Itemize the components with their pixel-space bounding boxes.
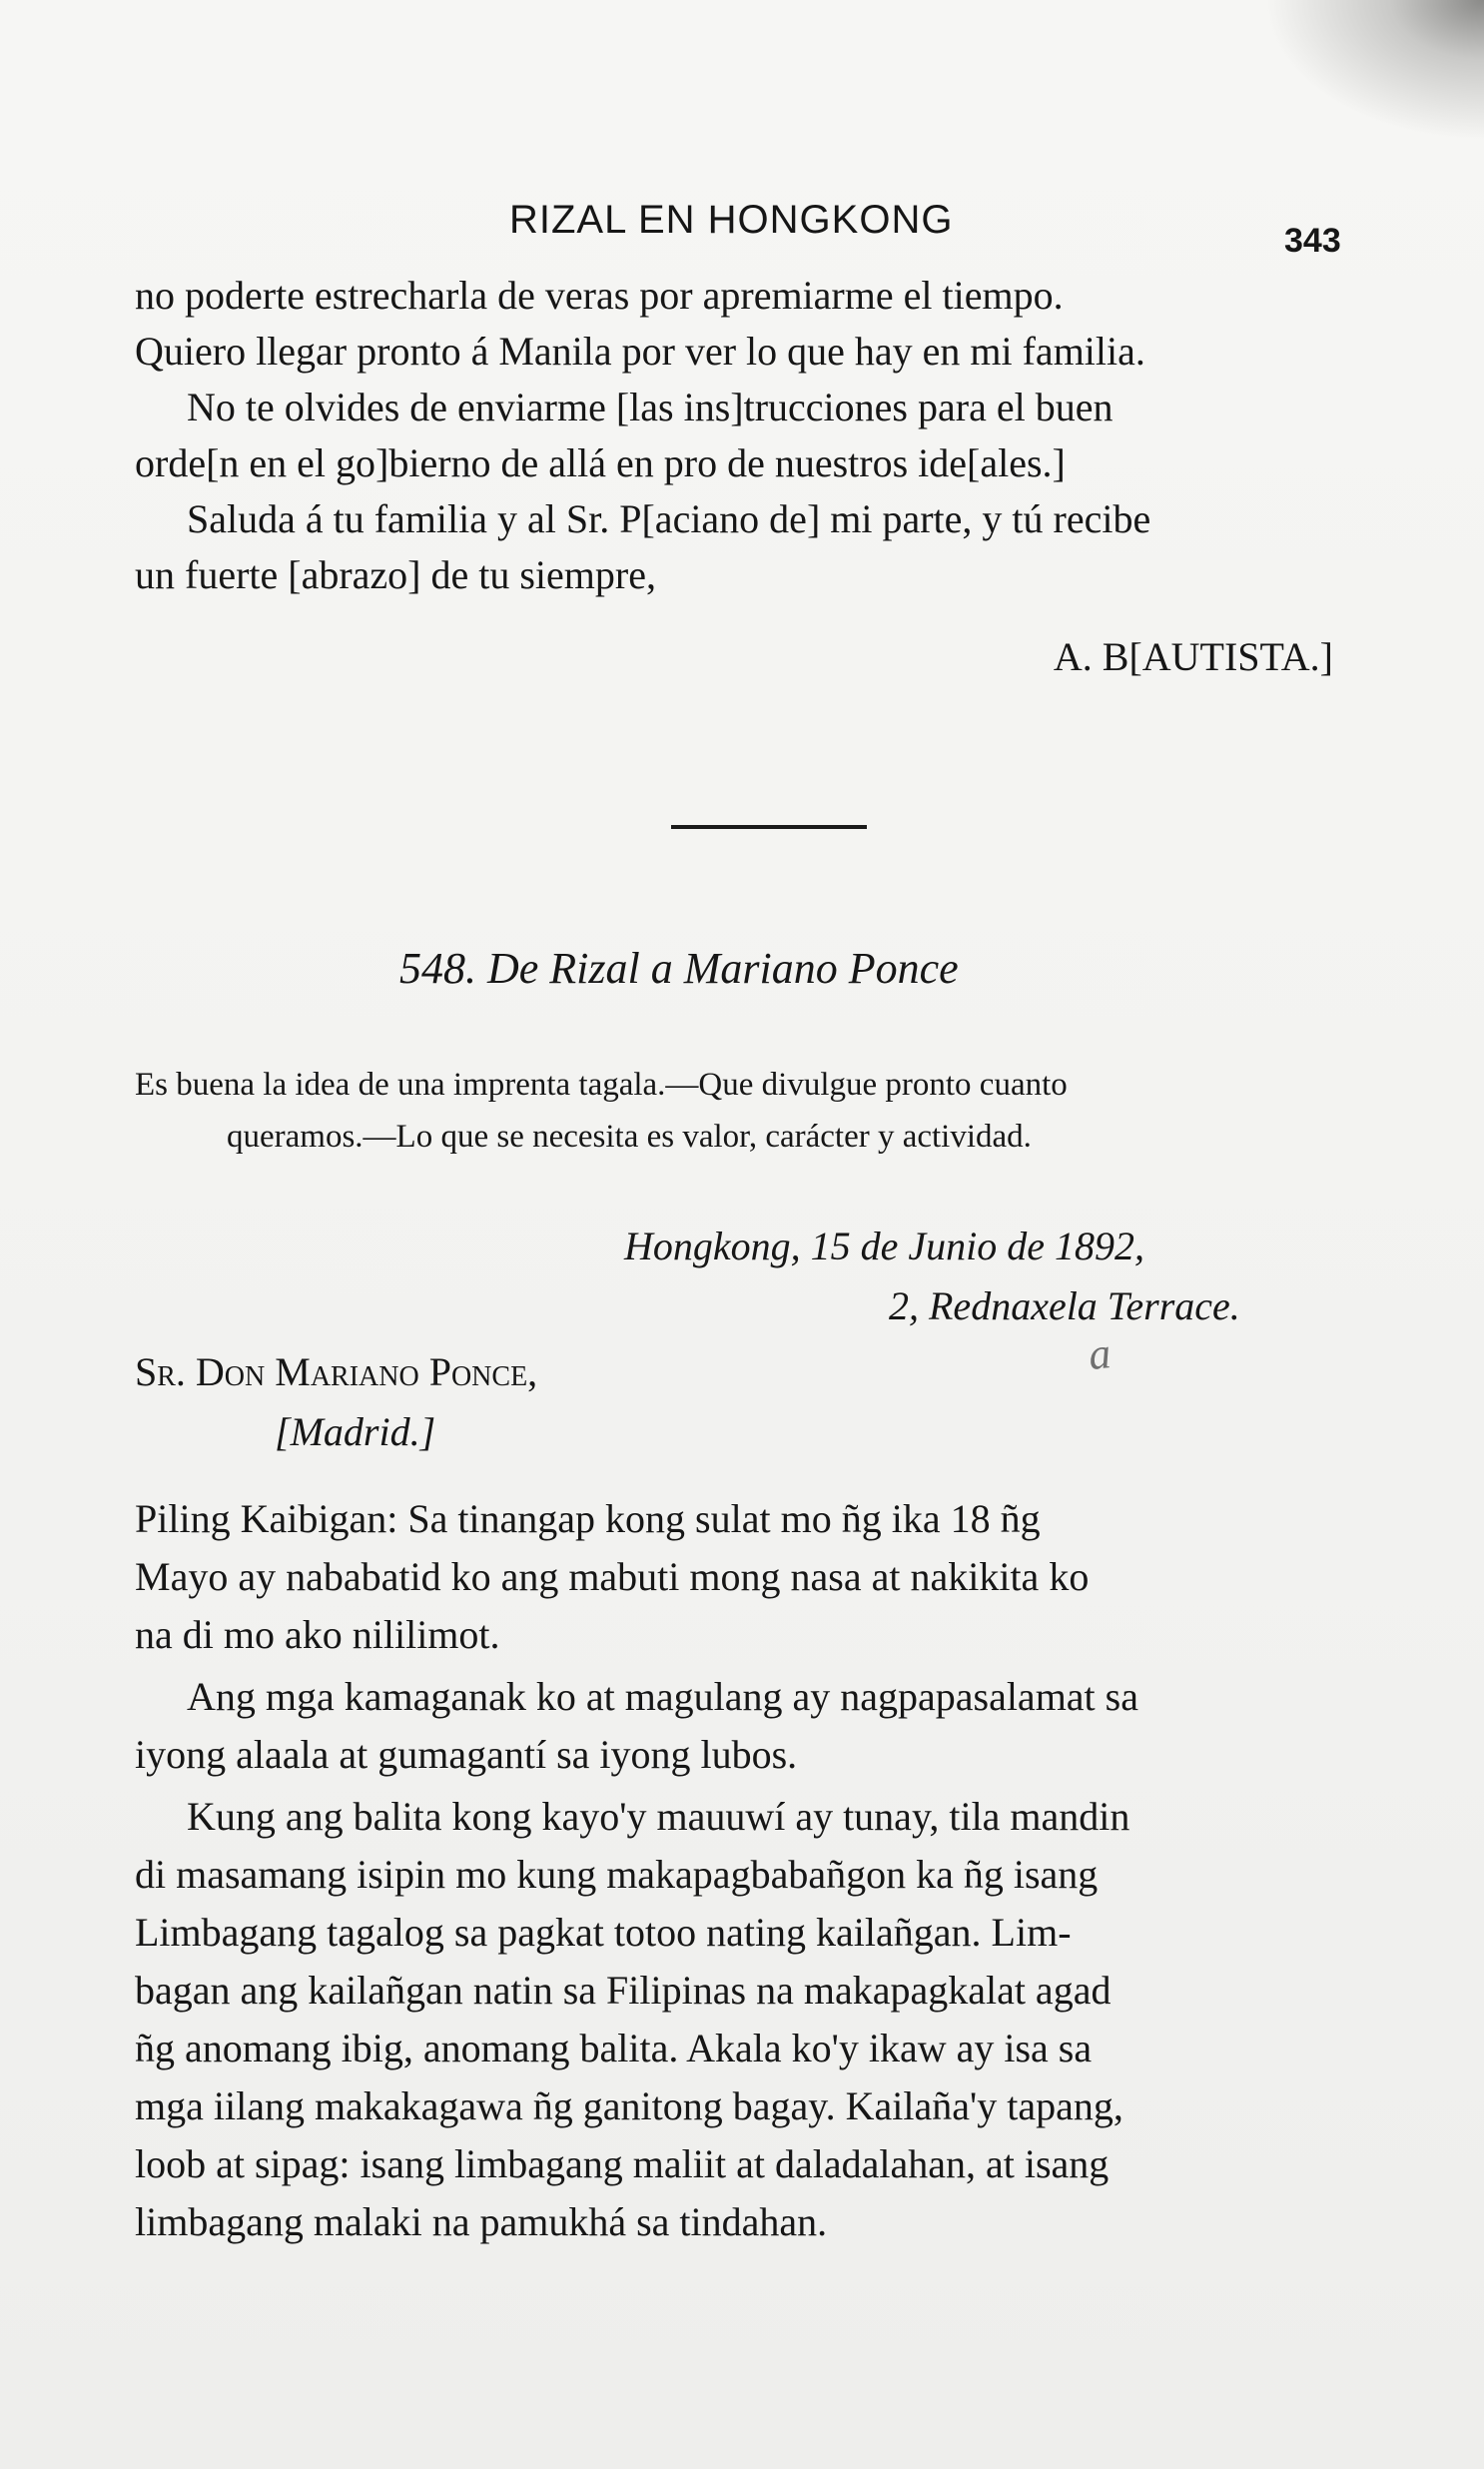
text-line: Saluda á tu familia y al Sr. P[aciano de] mi parte, y tú recibe [187,496,1151,541]
text-line: no poderte estrecharla de veras por apremiarme el tiempo. [135,273,1064,318]
page-number: 343 [1284,222,1341,260]
place-date-line: Hongkong, 15 de Junio de 1892, [624,1224,1145,1268]
text-line: loob at sipag: isang limbagang maliit at daladalahan, at isang [135,2141,1110,2186]
addressee [135,1342,537,1462]
text-line: di masamang isipin mo kung makapagbabañgon ka ñg isang [135,1852,1099,1897]
section-divider [671,825,867,829]
text-line: limbagang malaki na pamukhá sa tindahan. [135,2199,828,2244]
text-line: Piling Kaibigan: Sa tinangap kong sulat mo ñg ika 18 ñg [135,1496,1041,1541]
text-line: Ang mga kamaganak ko at magulang ay nagpapasalamat sa [187,1674,1138,1719]
addressee-name: Sr. Don Mariano Ponce, [135,1349,538,1394]
paragraph [135,1788,1353,2251]
text-line: Limbagang tagalog sa pagkat totoo nating kailañgan. Lim- [135,1910,1072,1955]
letter-heading: 548. De Rizal a Mariano Ponce [399,944,959,993]
paragraph [135,1490,1353,1664]
text-line: Quiero llegar pronto á Manila por ver lo que hay en mi familia. [135,329,1145,374]
paragraph [135,1668,1353,1784]
addressee-place: [Madrid.] [275,1409,436,1454]
letter-summary [135,1059,1353,1163]
handwritten-note: a [1086,1327,1113,1380]
text-line: iyong alaala at gumagantí sa iyong lubos. [135,1732,798,1777]
place-date [624,1217,1240,1336]
text-line: un fuerte [abrazo] de tu siempre, [135,552,656,597]
page-corner-shadow [1264,0,1484,140]
signature: A. B[AUTISTA.] [1053,634,1333,679]
address-line: 2, Rednaxela Terrace. [889,1283,1240,1328]
text-line: mga iilang makakagawa ñg ganitong bagay. Kailaña'y tapang, [135,2083,1123,2128]
summary-line: queramos.—Lo que se necesita es valor, carácter y actividad. [227,1119,1032,1155]
text-line: bagan ang kailañgan natin sa Filipinas na makapagkalat agad [135,1968,1112,2013]
text-line: No te olvides de enviarme [las ins]trucciones para el buen [187,385,1113,429]
previous-letter-ending [135,268,1353,685]
text-line: Mayo ay nababatid ko ang mabuti mong nasa at nakikita ko [135,1554,1090,1599]
letter-body [135,1490,1353,2255]
text-line: orde[n en el go]bierno de allá en pro de nuestros ide[ales.] [135,440,1066,485]
text-line: ñg anomang ibig, anomang balita. Akala ko'y ikaw ay isa sa [135,2026,1093,2070]
text-line: na di mo ako nililimot. [135,1612,500,1657]
summary-line: Es buena la idea de una imprenta tagala.—Que divulgue pronto cuanto [135,1067,1068,1103]
text-line: Kung ang balita kong kayo'y mauuwí ay tunay, tila mandin [187,1794,1130,1839]
running-head: RIZAL EN HONGKONG [509,198,954,242]
